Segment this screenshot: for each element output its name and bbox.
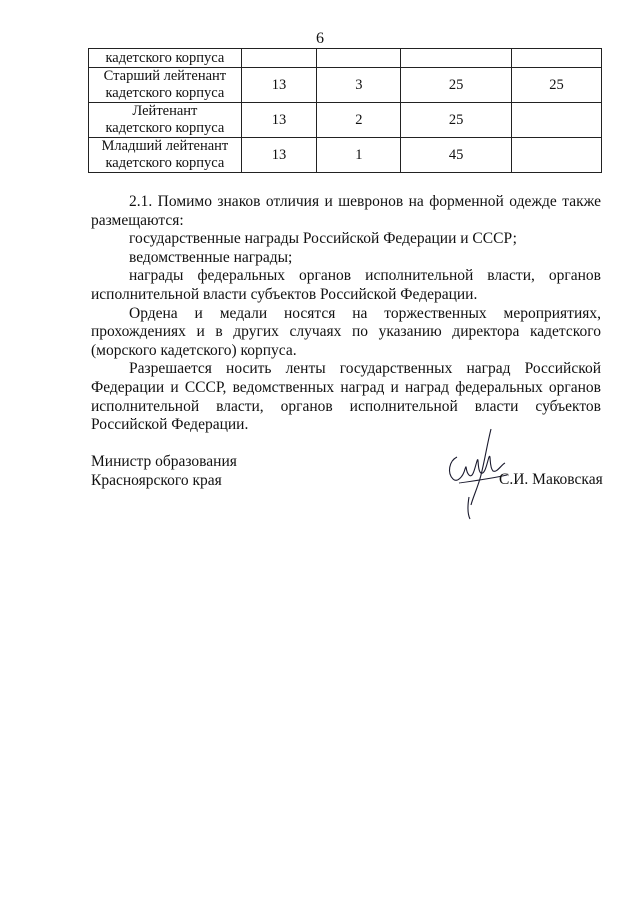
table-cell: 45 bbox=[401, 138, 512, 173]
table-cell bbox=[241, 49, 316, 68]
table-row bbox=[89, 103, 602, 138]
rank-table bbox=[88, 48, 602, 173]
paragraph: ведомственные награды; bbox=[129, 248, 293, 266]
rank-name-cell bbox=[89, 103, 242, 138]
table-cell: 1 bbox=[317, 138, 401, 173]
table-cell: 13 bbox=[241, 68, 316, 103]
paragraph: награды федеральных органов исполнительной власти, органов исполнительной власти субъектов Российской Федерации. bbox=[91, 267, 601, 303]
rank-name-line: кадетского корпуса bbox=[105, 155, 225, 171]
table-cell: 25 bbox=[401, 103, 512, 138]
paragraph: Разрешается носить ленты государственных наград Российской Федерации и СССР, ведомственных наград и наград федеральных органов исполнительной власти, органов исполнительной власти субъектов Российской Федерации. bbox=[91, 360, 601, 434]
body-text bbox=[91, 193, 601, 435]
table-cell: 25 bbox=[511, 68, 601, 103]
signer-position-line: Министр образования bbox=[91, 453, 237, 470]
rank-name-cell bbox=[89, 68, 242, 103]
table-cell: 2 bbox=[317, 103, 401, 138]
paragraph: 2.1. Помимо знаков отличия и шевронов на форменной одежде также размещаются: bbox=[91, 193, 601, 229]
table-cell bbox=[401, 49, 512, 68]
page-number: 6 bbox=[316, 30, 324, 47]
table-cell bbox=[511, 138, 601, 173]
rank-name-line: кадетского корпуса bbox=[105, 85, 225, 101]
signer-position bbox=[91, 452, 237, 490]
table-row bbox=[89, 68, 602, 103]
table-cell bbox=[317, 49, 401, 68]
table-cell: 13 bbox=[241, 103, 316, 138]
rank-name-line: кадетского корпуса bbox=[105, 120, 225, 136]
signer-position-line: Красноярского края bbox=[91, 472, 222, 489]
table-row bbox=[89, 138, 602, 173]
table-cell: 13 bbox=[241, 138, 316, 173]
paragraph: Ордена и медали носятся на торжественных мероприятиях, прохождениях и в других случаях по указанию директора кадетского (морского кадетского) корпуса. bbox=[91, 304, 601, 359]
rank-name-line: Младший лейтенант bbox=[101, 138, 229, 154]
rank-name-line: Старший лейтенант bbox=[103, 68, 227, 84]
paragraph: государственные награды Российской Федерации и СССР; bbox=[129, 230, 517, 248]
table-cell bbox=[511, 103, 601, 138]
rank-name-cell bbox=[89, 49, 242, 68]
table-cell: 3 bbox=[317, 68, 401, 103]
rank-name-line: кадетского корпуса bbox=[105, 49, 225, 66]
table-row bbox=[89, 49, 602, 68]
table-cell: 25 bbox=[401, 68, 512, 103]
signature-block bbox=[91, 452, 601, 532]
rank-name-line: Лейтенант bbox=[132, 103, 198, 119]
signer-name: С.И. Маковская bbox=[499, 471, 603, 488]
table-cell bbox=[511, 49, 601, 68]
rank-name-cell bbox=[89, 138, 242, 173]
